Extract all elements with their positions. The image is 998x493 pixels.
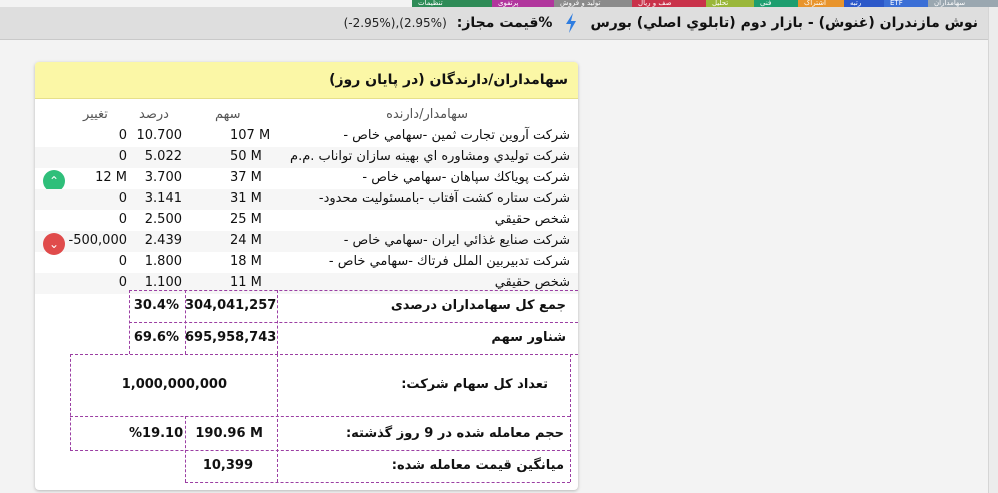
holder-row[interactable] [35,189,578,210]
tab-9[interactable]: تنظیمات [412,0,492,7]
holder-shares: 37 M [230,170,262,185]
holder-percent: 1.100 [144,275,182,290]
increase-arrow-icon[interactable]: ⌃ [43,170,65,192]
column-percent: درصد [139,107,169,122]
holder-name: شركت تدبيربين الملل فرتاك -سهامي خاص - [328,254,570,269]
tab-8[interactable]: پرتفوی [492,0,554,7]
holder-shares: 107 M [230,128,271,143]
tab-0[interactable]: سهامداران [928,0,998,7]
column-change: تغییر [83,107,108,122]
holder-percent: 1.800 [144,254,182,269]
holder-percent: 10.700 [136,128,182,143]
company-shares-value: 1,000,000,000 [121,377,227,392]
holder-name: شركت پوياكك سپاهان -سهامي خاص - [362,170,570,185]
float-shares: 695,958,743 [185,330,277,345]
holder-change: 0 [118,149,127,164]
holder-change: 0 [118,128,127,143]
volume-value: 190.96 M [195,426,263,441]
shareholders-card [35,62,578,490]
holder-row[interactable] [35,252,578,273]
holder-shares: 25 M [230,212,262,227]
total-holders-label: جمع کل سهامداران درصدی [390,298,566,313]
holder-percent: 5.022 [144,149,182,164]
holder-row[interactable] [35,231,578,252]
holder-percent: 3.141 [144,191,182,206]
column-holder: سهامدار/دارنده [386,107,468,122]
company-shares-label: تعداد کل سهام شرکت: [401,377,548,392]
allowed-price-value: (2.95%),(2.95%-) [343,16,447,30]
holder-shares: 50 M [230,149,262,164]
column-shares: سهم [215,107,241,122]
tab-6[interactable]: صف و ریال [632,0,706,7]
allowed-price-label: %قیمت مجاز: [456,15,553,31]
holder-name: شركت آروين تجارت ثمين -سهامي خاص - [343,128,570,143]
holder-change: 0 [118,275,127,290]
holder-shares: 18 M [230,254,262,269]
tab-4[interactable]: فنی [754,0,798,7]
float-percent: 69.6% [133,330,179,345]
holder-change: 0 [118,191,127,206]
tab-3[interactable]: اشتراک [798,0,844,7]
holder-row[interactable] [35,168,578,189]
holder-percent: 3.700 [144,170,182,185]
tab-5[interactable]: تحلیل [706,0,754,7]
tab-7[interactable]: تولید و فروش [554,0,632,7]
top-tab-strip [0,0,998,7]
float-label: شناور سهم [491,330,566,345]
holder-percent: 2.500 [144,212,182,227]
holder-name: شركت ستاره كشت آفتاب -بامسئوليت محدود- [318,191,570,206]
holder-row[interactable] [35,210,578,231]
holder-name: شخص حقيقي [494,275,570,290]
holder-name: شركت صنايع غذائي ايران -سهامي خاص - [343,233,570,248]
total-holders-shares: 304,041,257 [185,298,277,313]
holder-name: شخص حقيقي [494,212,570,227]
total-holders-percent: 30.4% [133,298,179,313]
shareholders-card-title: سهامداران/دارندگان (در پایان روز) [35,62,578,99]
tab-1[interactable]: ETF [884,0,928,7]
holder-change: -500,000 [68,233,127,248]
holder-shares: 11 M [230,275,262,290]
volume-percent: %19.10 [129,426,184,441]
holder-row[interactable] [35,126,578,147]
page-scrollbar[interactable] [988,7,998,493]
holder-shares: 31 M [230,191,262,206]
tab-2[interactable]: رتبه [844,0,884,7]
decrease-arrow-icon[interactable]: ⌄ [43,233,65,255]
volume-label: حجم معامله شده در 9 روز گذشته: [345,426,564,441]
holder-change: 0 [118,212,127,227]
avg-price-label: میانگین قیمت معامله شده: [391,458,564,473]
holder-shares: 24 M [230,233,262,248]
holder-change: 0 [118,254,127,269]
holder-change: 12 M [95,170,127,185]
holder-row[interactable] [35,147,578,168]
symbol-header [0,7,988,40]
lightning-icon[interactable] [564,13,578,33]
symbol-title: نوش مازندران (غنوش) - بازار دوم (تابلوي اصلي) بورس [590,15,978,31]
avg-price-value: 10,399 [202,458,253,473]
holder-percent: 2.439 [144,233,182,248]
holder-name: شركت توليدي ومشاوره اي بهينه سازان تواناب .م.م [290,149,570,164]
